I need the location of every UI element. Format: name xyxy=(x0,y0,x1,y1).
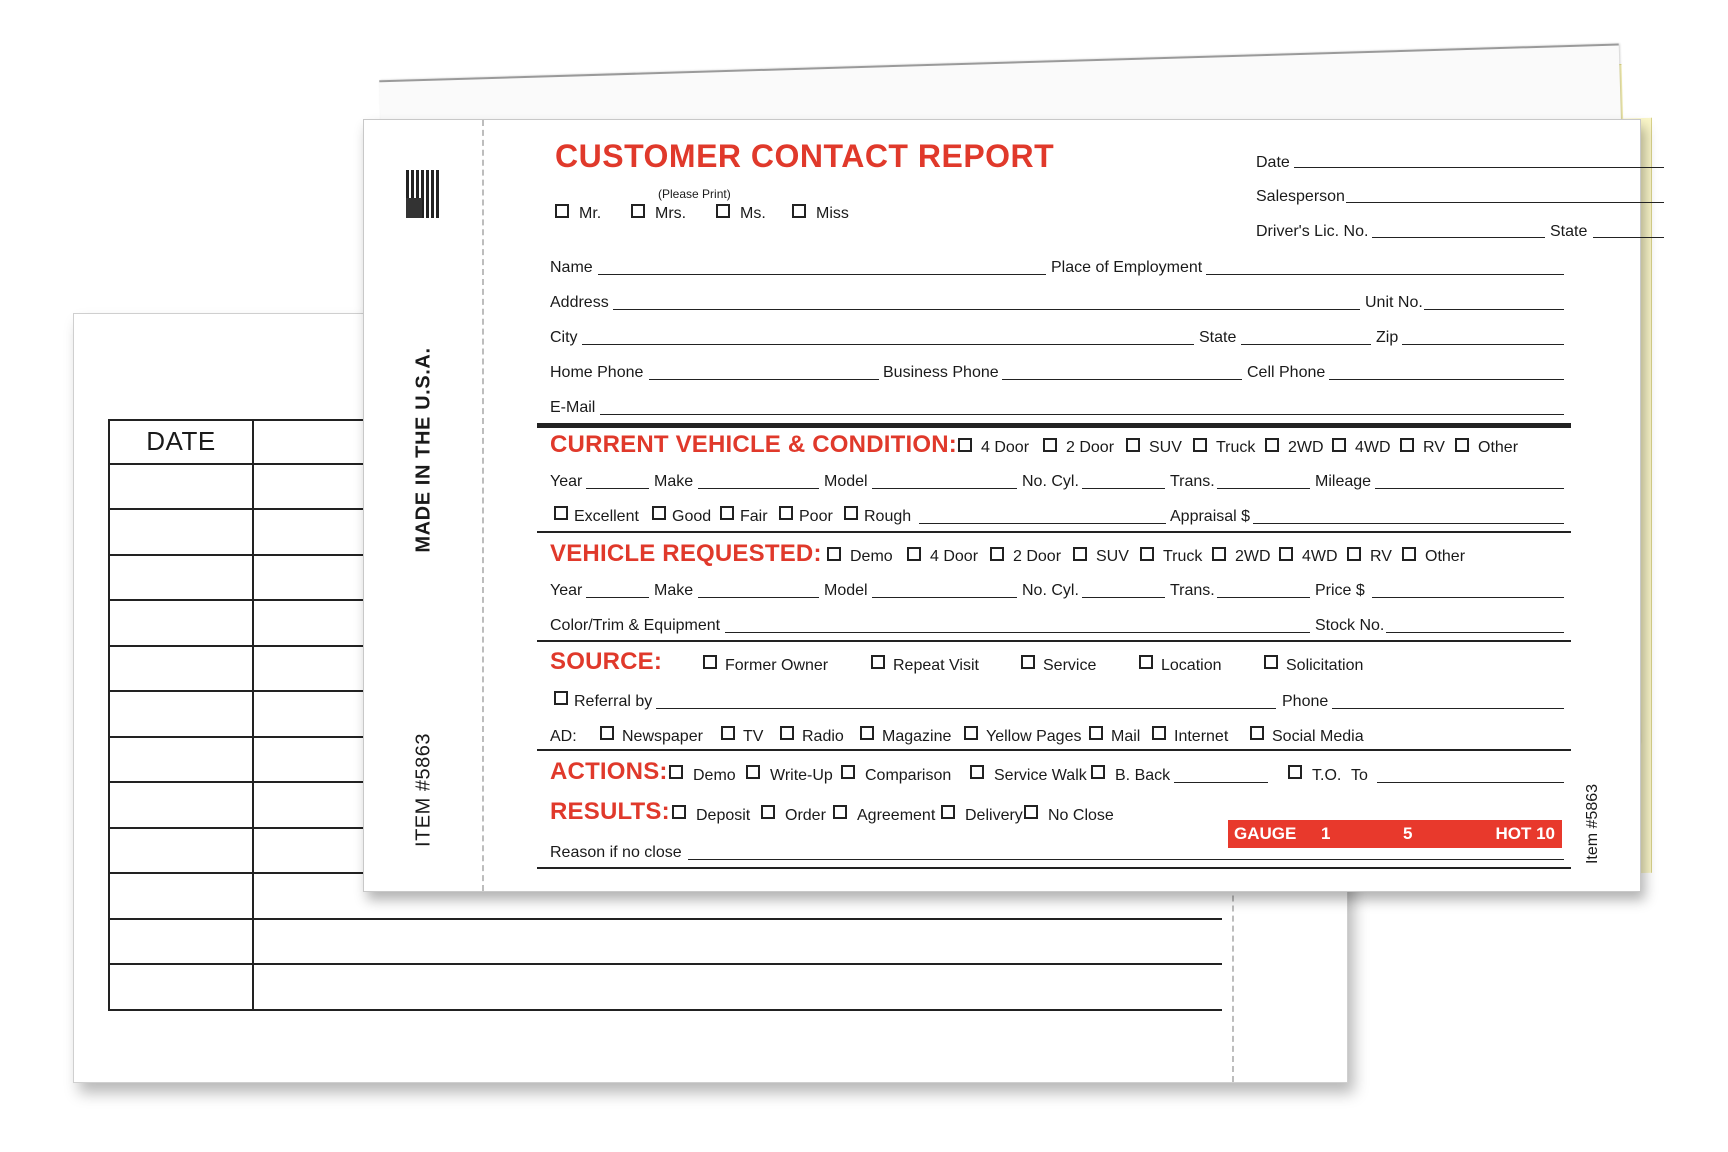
vehicle-type-label: Other xyxy=(1478,439,1519,456)
requested-type-label: 2 Door xyxy=(1013,548,1062,565)
referral-field[interactable] xyxy=(656,708,1276,709)
salutation-label: Mr. xyxy=(579,205,602,222)
action-label: Service Walk xyxy=(994,767,1087,784)
action-checkbox[interactable] xyxy=(669,765,683,779)
date-field[interactable] xyxy=(1294,167,1664,168)
cur-make-field[interactable] xyxy=(698,488,819,489)
ad-option-label: Mail xyxy=(1111,728,1141,745)
cur-model-field[interactable] xyxy=(872,488,1017,489)
email-field[interactable] xyxy=(600,414,1564,415)
condition-label: Fair xyxy=(740,508,768,525)
condition-checkbox[interactable] xyxy=(652,506,666,520)
requested-type-label: 2WD xyxy=(1235,548,1271,565)
ad-checkbox[interactable] xyxy=(1250,726,1264,740)
action-label: B. Back xyxy=(1115,767,1171,784)
ad-option-label: Magazine xyxy=(882,728,952,745)
action-checkbox[interactable] xyxy=(841,765,855,779)
requested-type-label: SUV xyxy=(1096,548,1129,565)
requested-type-label: 4WD xyxy=(1302,548,1338,565)
vehicle-type-checkbox[interactable] xyxy=(1126,438,1140,452)
salutation-checkbox[interactable] xyxy=(631,204,645,218)
referral-label: Referral by xyxy=(574,693,653,710)
home-phone-label: Home Phone xyxy=(550,364,644,381)
city-field[interactable] xyxy=(582,344,1194,345)
action-label: Comparison xyxy=(865,767,952,784)
source-label: Repeat Visit xyxy=(893,657,979,674)
to-checkbox[interactable] xyxy=(1288,765,1302,779)
req-year-field[interactable] xyxy=(586,597,649,598)
source-label: Solicitation xyxy=(1286,657,1364,674)
vehicle-type-label: 2 Door xyxy=(1066,439,1115,456)
b-back-field[interactable] xyxy=(1174,782,1268,783)
req-cyl-label: No. Cyl. xyxy=(1022,582,1079,599)
ad-option-label: Yellow Pages xyxy=(986,728,1082,745)
vehicle-type-checkbox[interactable] xyxy=(1332,438,1346,452)
cur-trans-label: Trans. xyxy=(1170,473,1215,490)
to-recipient-field[interactable] xyxy=(1377,782,1564,783)
result-checkbox[interactable] xyxy=(1024,805,1038,819)
salutation-label: Mrs. xyxy=(655,205,687,222)
state-field[interactable] xyxy=(1241,344,1371,345)
vehicle-type-label: Truck xyxy=(1216,439,1256,456)
color-trim-field[interactable] xyxy=(725,632,1310,633)
salesperson-field[interactable] xyxy=(1346,202,1664,203)
to-label: T.O. xyxy=(1312,767,1342,784)
ad-checkbox[interactable] xyxy=(1089,726,1103,740)
source-checkbox[interactable] xyxy=(1139,655,1153,669)
vehicle-type-checkbox[interactable] xyxy=(1193,438,1207,452)
requested-type-checkbox[interactable] xyxy=(907,547,921,561)
lic-state-label: State xyxy=(1550,223,1588,240)
salutation-label: Miss xyxy=(816,205,849,222)
req-year-label: Year xyxy=(550,582,583,599)
name-field[interactable] xyxy=(598,274,1046,275)
ad-checkbox[interactable] xyxy=(964,726,978,740)
mileage-field[interactable] xyxy=(1375,488,1564,489)
condition-label: Rough xyxy=(864,508,912,525)
cell-phone-field[interactable] xyxy=(1329,379,1564,380)
cur-year-label: Year xyxy=(550,473,583,490)
source-checkbox[interactable] xyxy=(871,655,885,669)
req-make-field[interactable] xyxy=(698,597,819,598)
contact-form xyxy=(550,138,1588,882)
front-sheet xyxy=(363,119,1641,892)
cur-cyl-label: No. Cyl. xyxy=(1022,473,1079,490)
requested-type-checkbox[interactable] xyxy=(1279,547,1293,561)
vehicle-type-checkbox[interactable] xyxy=(1265,438,1279,452)
vehicle-type-label: 4 Door xyxy=(981,439,1030,456)
condition-label: Excellent xyxy=(574,508,639,525)
address-field[interactable] xyxy=(613,309,1360,310)
to-recipient-label: To xyxy=(1351,767,1368,784)
vehicle-type-label: 2WD xyxy=(1288,439,1324,456)
usa-flag-icon xyxy=(406,170,440,218)
price-label: Price $ xyxy=(1315,582,1365,599)
requested-type-checkbox[interactable] xyxy=(1073,547,1087,561)
ad-option-label: Social Media xyxy=(1272,728,1364,745)
gauge-low: 1 xyxy=(1321,824,1331,843)
vehicle-type-checkbox[interactable] xyxy=(1455,438,1469,452)
lic-state-field[interactable] xyxy=(1593,237,1664,238)
source-checkbox[interactable] xyxy=(703,655,717,669)
cur-make-label: Make xyxy=(654,473,694,490)
stock-label: Stock No. xyxy=(1315,617,1385,634)
source-label: Service xyxy=(1043,657,1097,674)
form-stub xyxy=(364,120,482,891)
zip-label: Zip xyxy=(1376,329,1399,346)
req-make-label: Make xyxy=(654,582,694,599)
appraisal-label: Appraisal $ xyxy=(1170,508,1251,525)
ad-checkbox[interactable] xyxy=(1152,726,1166,740)
req-trans-field[interactable] xyxy=(1217,597,1310,598)
form-title: CUSTOMER CONTACT REPORT xyxy=(555,138,1055,174)
requested-type-label: 4 Door xyxy=(930,548,979,565)
requested-type-checkbox[interactable] xyxy=(827,547,841,561)
requested-type-checkbox[interactable] xyxy=(1402,547,1416,561)
referral-phone-label: Phone xyxy=(1282,693,1329,710)
source-label: Location xyxy=(1161,657,1222,674)
source-checkbox[interactable] xyxy=(1021,655,1035,669)
req-model-label: Model xyxy=(824,582,868,599)
item-number-vertical: Item #5863 xyxy=(1584,783,1601,865)
cur-year-field[interactable] xyxy=(586,488,649,489)
result-label: No Close xyxy=(1048,807,1114,824)
salesperson-label: Salesperson xyxy=(1256,188,1345,205)
section-divider xyxy=(537,749,1571,751)
stub-item-number: ITEM #5863 xyxy=(412,733,435,847)
source-label: Former Owner xyxy=(725,657,829,674)
table-row[interactable] xyxy=(108,920,1222,966)
condition-checkbox[interactable] xyxy=(720,506,734,520)
color-trim-label: Color/Trim & Equipment xyxy=(550,617,721,634)
home-phone-field[interactable] xyxy=(649,379,879,380)
zip-field[interactable] xyxy=(1402,344,1564,345)
salutation-checkbox[interactable] xyxy=(555,204,569,218)
interest-gauge xyxy=(1228,820,1562,848)
perforation-line xyxy=(482,120,484,891)
action-label: Demo xyxy=(693,767,736,784)
business-phone-label: Business Phone xyxy=(883,364,999,381)
ad-checkbox[interactable] xyxy=(780,726,794,740)
ad-option-label: Internet xyxy=(1174,728,1229,745)
condition-checkbox[interactable] xyxy=(844,506,858,520)
section-divider xyxy=(537,640,1571,642)
vehicle-requested-heading: VEHICLE REQUESTED: xyxy=(550,540,822,567)
salutation-checkbox[interactable] xyxy=(792,204,806,218)
vehicle-type-label: RV xyxy=(1423,439,1445,456)
ad-option-label: TV xyxy=(743,728,764,745)
address-label: Address xyxy=(550,294,609,311)
employment-label: Place of Employment xyxy=(1051,259,1203,276)
city-label: City xyxy=(550,329,578,346)
requested-type-checkbox[interactable] xyxy=(1347,547,1361,561)
action-checkbox[interactable] xyxy=(746,765,760,779)
ad-label: AD: xyxy=(550,728,577,745)
date-column-header: DATE xyxy=(108,421,254,463)
email-label: E-Mail xyxy=(550,399,596,416)
req-model-field[interactable] xyxy=(872,597,1017,598)
section-divider xyxy=(537,531,1571,533)
gauge-mid: 5 xyxy=(1403,824,1413,843)
result-checkbox[interactable] xyxy=(672,805,686,819)
requested-type-label: Other xyxy=(1425,548,1466,565)
requested-type-checkbox[interactable] xyxy=(1140,547,1154,561)
ad-checkbox[interactable] xyxy=(600,726,614,740)
requested-type-checkbox[interactable] xyxy=(990,547,1004,561)
salutation-label: Ms. xyxy=(740,205,766,222)
reason-field[interactable] xyxy=(688,859,1564,860)
requested-type-label: Demo xyxy=(850,548,893,565)
source-heading: SOURCE: xyxy=(550,648,663,675)
ad-checkbox[interactable] xyxy=(721,726,735,740)
business-phone-field[interactable] xyxy=(1002,379,1242,380)
stock-field[interactable] xyxy=(1386,632,1564,633)
cur-trans-field[interactable] xyxy=(1217,488,1310,489)
employment-field[interactable] xyxy=(1206,274,1564,275)
current-vehicle-heading: CURRENT VEHICLE & CONDITION: xyxy=(550,431,957,458)
result-label: Deposit xyxy=(696,807,751,824)
vehicle-type-checkbox[interactable] xyxy=(1400,438,1414,452)
source-checkbox[interactable] xyxy=(1264,655,1278,669)
vehicle-type-checkbox[interactable] xyxy=(1043,438,1057,452)
result-label: Order xyxy=(785,807,826,824)
table-row[interactable] xyxy=(108,965,1222,1011)
gauge-high: HOT 10 xyxy=(1495,824,1555,843)
state-label: State xyxy=(1199,329,1237,346)
result-checkbox[interactable] xyxy=(941,805,955,819)
condition-checkbox[interactable] xyxy=(779,506,793,520)
mileage-label: Mileage xyxy=(1315,473,1372,490)
vehicle-type-label: 4WD xyxy=(1355,439,1391,456)
vehicle-type-label: SUV xyxy=(1149,439,1182,456)
section-divider xyxy=(537,867,1571,869)
action-label: Write-Up xyxy=(770,767,833,784)
req-cyl-field[interactable] xyxy=(1082,597,1165,598)
salutation-checkbox[interactable] xyxy=(716,204,730,218)
result-checkbox[interactable] xyxy=(833,805,847,819)
req-trans-label: Trans. xyxy=(1170,582,1215,599)
action-checkbox[interactable] xyxy=(970,765,984,779)
appraisal-field[interactable] xyxy=(1253,523,1564,524)
please-print-note: (Please Print) xyxy=(658,187,731,201)
referral-checkbox[interactable] xyxy=(554,691,568,705)
made-in-usa-label: MADE IN THE U.S.A. xyxy=(412,347,435,553)
actions-heading: ACTIONS: xyxy=(550,758,668,785)
results-heading: RESULTS: xyxy=(550,798,670,825)
referral-phone-field[interactable] xyxy=(1332,708,1564,709)
cur-model-label: Model xyxy=(824,473,868,490)
condition-label: Poor xyxy=(799,508,833,525)
name-label: Name xyxy=(550,259,593,276)
condition-notes-field[interactable] xyxy=(919,523,1166,524)
reason-label: Reason if no close xyxy=(550,844,682,861)
requested-type-label: RV xyxy=(1370,548,1392,565)
ad-option-label: Radio xyxy=(802,728,844,745)
drivers-lic-label: Driver's Lic. No. xyxy=(1256,223,1369,240)
result-label: Delivery xyxy=(965,807,1023,824)
vehicle-type-checkbox[interactable] xyxy=(958,438,972,452)
cell-phone-label: Cell Phone xyxy=(1247,364,1326,381)
ad-option-label: Newspaper xyxy=(622,728,703,745)
result-label: Agreement xyxy=(857,807,936,824)
condition-label: Good xyxy=(672,508,712,525)
condition-checkbox[interactable] xyxy=(554,506,568,520)
requested-type-label: Truck xyxy=(1163,548,1203,565)
price-field[interactable] xyxy=(1372,597,1564,598)
result-checkbox[interactable] xyxy=(761,805,775,819)
unit-field[interactable] xyxy=(1424,309,1564,310)
gauge-label: GAUGE xyxy=(1234,824,1297,843)
section-divider xyxy=(537,423,1571,428)
action-checkbox[interactable] xyxy=(1091,765,1105,779)
requested-type-checkbox[interactable] xyxy=(1212,547,1226,561)
cur-cyl-field[interactable] xyxy=(1082,488,1165,489)
ad-checkbox[interactable] xyxy=(860,726,874,740)
unit-label: Unit No. xyxy=(1365,294,1423,311)
drivers-lic-field[interactable] xyxy=(1372,237,1545,238)
date-label: Date xyxy=(1256,154,1290,171)
